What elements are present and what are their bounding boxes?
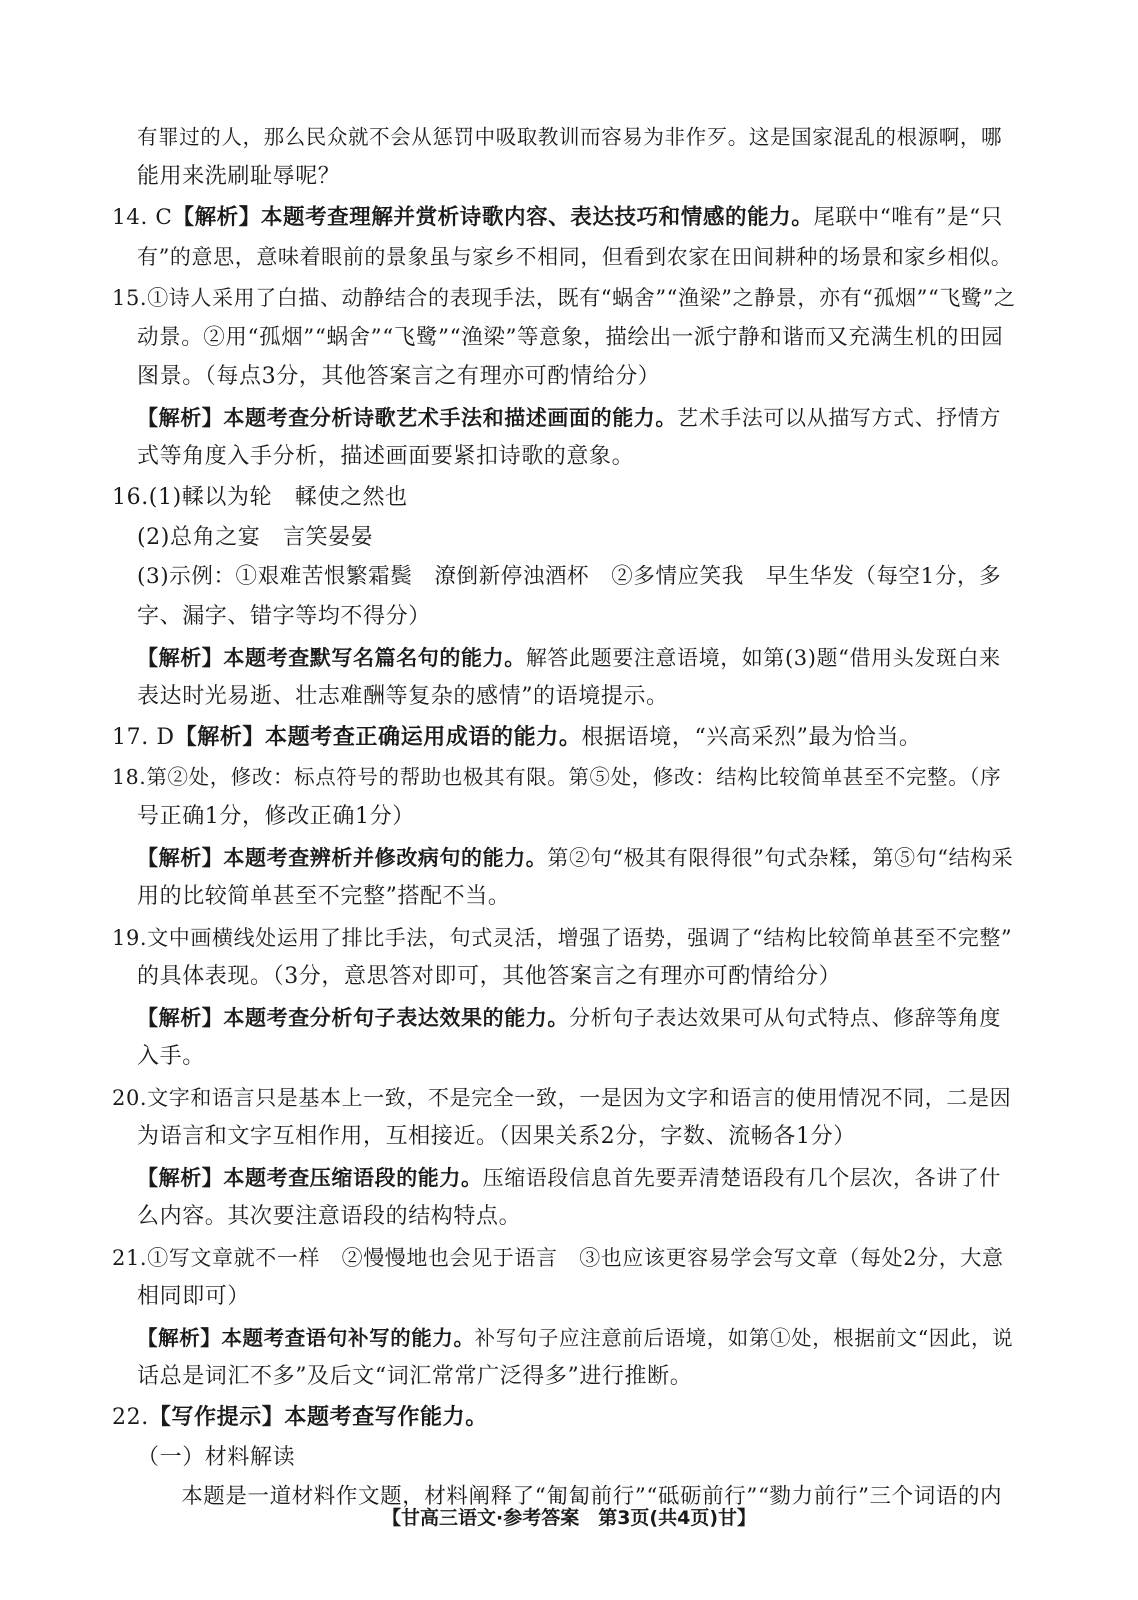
- line-text: 压缩语段信息首先要弄清楚语段有几个层次，各讲了什: [482, 1166, 1002, 1190]
- text-line: [137, 562, 1001, 592]
- question-number: 17. D: [112, 725, 175, 750]
- analysis-label: 【解析】本题考查分析诗歌艺术手法和描述画面的能力。: [137, 406, 677, 430]
- line-text: ①写文章就不一样 ②慢慢地也会见于语言 ③也应该更容易学会写文章（每处2分，大意: [147, 1246, 1004, 1270]
- question-number: 20.: [112, 1086, 148, 1110]
- text-line: [137, 682, 669, 712]
- line-text: 号正确1分，修改正确1分）: [137, 804, 415, 829]
- text-line: [112, 283, 1016, 313]
- text-line: [137, 323, 1003, 353]
- text-line: [137, 1443, 295, 1473]
- question-number: 16.: [112, 485, 149, 510]
- question-number: 14. C: [112, 205, 173, 230]
- text-line: [137, 1362, 692, 1392]
- text-line: [137, 1282, 250, 1312]
- line-text: 根据语境，“兴高采烈”最为恰当。: [581, 725, 922, 750]
- text-line: [137, 1163, 1001, 1193]
- question-number: 15.: [112, 286, 148, 310]
- question-number: 19.: [112, 926, 148, 950]
- text-line: [137, 442, 634, 472]
- line-text: 第②处，修改：标点符号的帮助也极其有限。第⑤处，修改：结构比较简单甚至不完整。（序: [146, 765, 1002, 789]
- text-line: [112, 923, 1012, 953]
- line-text: 分析句子表达效果可从句式特点、修辞等角度: [569, 1006, 1001, 1030]
- line-text: 字、漏字、错字等均不得分）: [137, 604, 431, 629]
- line-text: (1)輮以为轮 輮使之然也: [148, 485, 408, 510]
- line-text: 文字和语言只是基本上一致，不是完全一致，一是因为文字和语言的使用情况不同，二是因: [147, 1086, 1012, 1110]
- text-line: [137, 1042, 205, 1072]
- text-line: [112, 483, 408, 513]
- question-number: 22.: [112, 1405, 149, 1430]
- line-text: 么内容。其次要注意语段的结构特点。: [137, 1204, 522, 1229]
- line-text: 文中画横线处运用了排比手法，句式灵活，增强了语势，强调了“结构比较简单甚至不完整”: [147, 926, 1013, 950]
- text-line: [137, 1323, 1013, 1353]
- text-line: [112, 203, 1003, 233]
- line-text: 解答此题要注意语境，如第(3)题“借用头发斑白来: [525, 646, 1001, 670]
- text-line: [137, 882, 510, 912]
- text-line: [137, 242, 1012, 272]
- line-text: (2)总角之宴 言笑晏晏: [137, 525, 374, 550]
- text-line: [112, 1403, 488, 1433]
- text-line: [137, 843, 1013, 873]
- text-line: [137, 403, 1001, 433]
- line-text: 用的比较简单甚至不完整”搭配不当。: [137, 884, 511, 909]
- analysis-label: 【解析】本题考查分析句子表达效果的能力。: [137, 1006, 569, 1030]
- line-text: 式等角度入手分析，描述画面要紧扣诗歌的意象。: [137, 444, 635, 469]
- question-number: 18.: [112, 765, 147, 789]
- line-text: 动景。②用“孤烟”“蜗舍”“飞鹭”“渔梁”等意象，描绘出一派宁静和谐而又充满生机的田园: [137, 325, 1004, 350]
- text-line: [137, 1003, 1001, 1033]
- line-text: 有罪过的人，那么民众就不会从惩罚中吸取教训而容易为非作歹。这是国家混乱的根源啊，哪: [137, 125, 1003, 149]
- line-text: 表达时光易逝、壮志难酬等复杂的感情”的语境提示。: [137, 684, 669, 709]
- text-line: [137, 1122, 856, 1152]
- text-line: [137, 962, 841, 992]
- line-text: 艺术手法可以从描写方式、抒情方: [677, 406, 1001, 430]
- line-text: ①诗人采用了白描、动静结合的表现手法，既有“蜗舍”“渔梁”之静景，亦有“孤烟”“飞鹭”之: [147, 286, 1016, 310]
- line-text: 补写句子应注意前后语境，如第①处，根据前文“因此，说: [474, 1326, 1014, 1350]
- analysis-label: 【解析】本题考查正确运用成语的能力。: [174, 725, 582, 750]
- text-line: [137, 362, 660, 392]
- analysis-label: 【解析】本题考查默写名篇名句的能力。: [137, 646, 526, 670]
- line-text: 第②句“极其有限得很”句式杂糅，第⑤句“结构采: [547, 846, 1014, 870]
- line-text: 话总是词汇不多”及后文“词汇常常广泛得多”进行推断。: [137, 1364, 693, 1389]
- text-line: [112, 1083, 1011, 1113]
- analysis-label: 【解析】本题考查理解并赏析诗歌内容、表达技巧和情感的能力。: [172, 205, 814, 230]
- line-text: 的具体表现。（3分，意思答对即可，其他答案言之有理亦可酌情给分）: [137, 964, 842, 989]
- text-line: [137, 602, 431, 632]
- text-line: [112, 762, 1001, 792]
- text-line: [137, 643, 1001, 673]
- text-line: [137, 162, 340, 192]
- line-text: 入手。: [137, 1044, 205, 1069]
- line-text: 能用来洗刷耻辱呢？: [137, 164, 341, 189]
- analysis-label: 【解析】本题考查辨析并修改病句的能力。: [137, 846, 548, 870]
- line-text: 相同即可）: [137, 1284, 251, 1309]
- text-line: [112, 1243, 1004, 1273]
- text-line: [137, 122, 1002, 152]
- page-footer: 【甘高三语文·参考答案 第3页(共4页)甘】: [381, 1507, 757, 1529]
- line-text: (3)示例：①艰难苦恨繁霜鬓 潦倒新停浊酒杯 ②多情应笑我 早生华发（每空1分，多: [137, 564, 1002, 589]
- text-line: [137, 523, 373, 553]
- line-text: 为语言和文字互相作用，互相接近。（因果关系2分，字数、流畅各1分）: [137, 1124, 856, 1149]
- line-text: 本题是一道材料作文题，材料阐释了“匍匐前行”“砥砺前行”“勠力前行”三个词语的内: [137, 1484, 1003, 1509]
- line-text: 尾联中“唯有”是“只: [813, 205, 1003, 230]
- text-line: [137, 802, 415, 832]
- analysis-label: 【解析】本题考查语句补写的能力。: [137, 1326, 475, 1350]
- line-text: 图景。（每点3分，其他答案言之有理亦可酌情给分）: [137, 364, 661, 389]
- text-line: [112, 723, 922, 753]
- question-number: 21.: [112, 1246, 148, 1270]
- line-text: （一）材料解读: [137, 1445, 296, 1470]
- line-text: 有”的意思，意味着眼前的景象虽与家乡不相同，但看到农家在田间耕种的场景和家乡相似。: [137, 245, 1013, 269]
- analysis-label: 【写作提示】本题考查写作能力。: [148, 1405, 488, 1430]
- analysis-label: 【解析】本题考查压缩语段的能力。: [137, 1166, 483, 1190]
- text-line: [137, 1202, 521, 1232]
